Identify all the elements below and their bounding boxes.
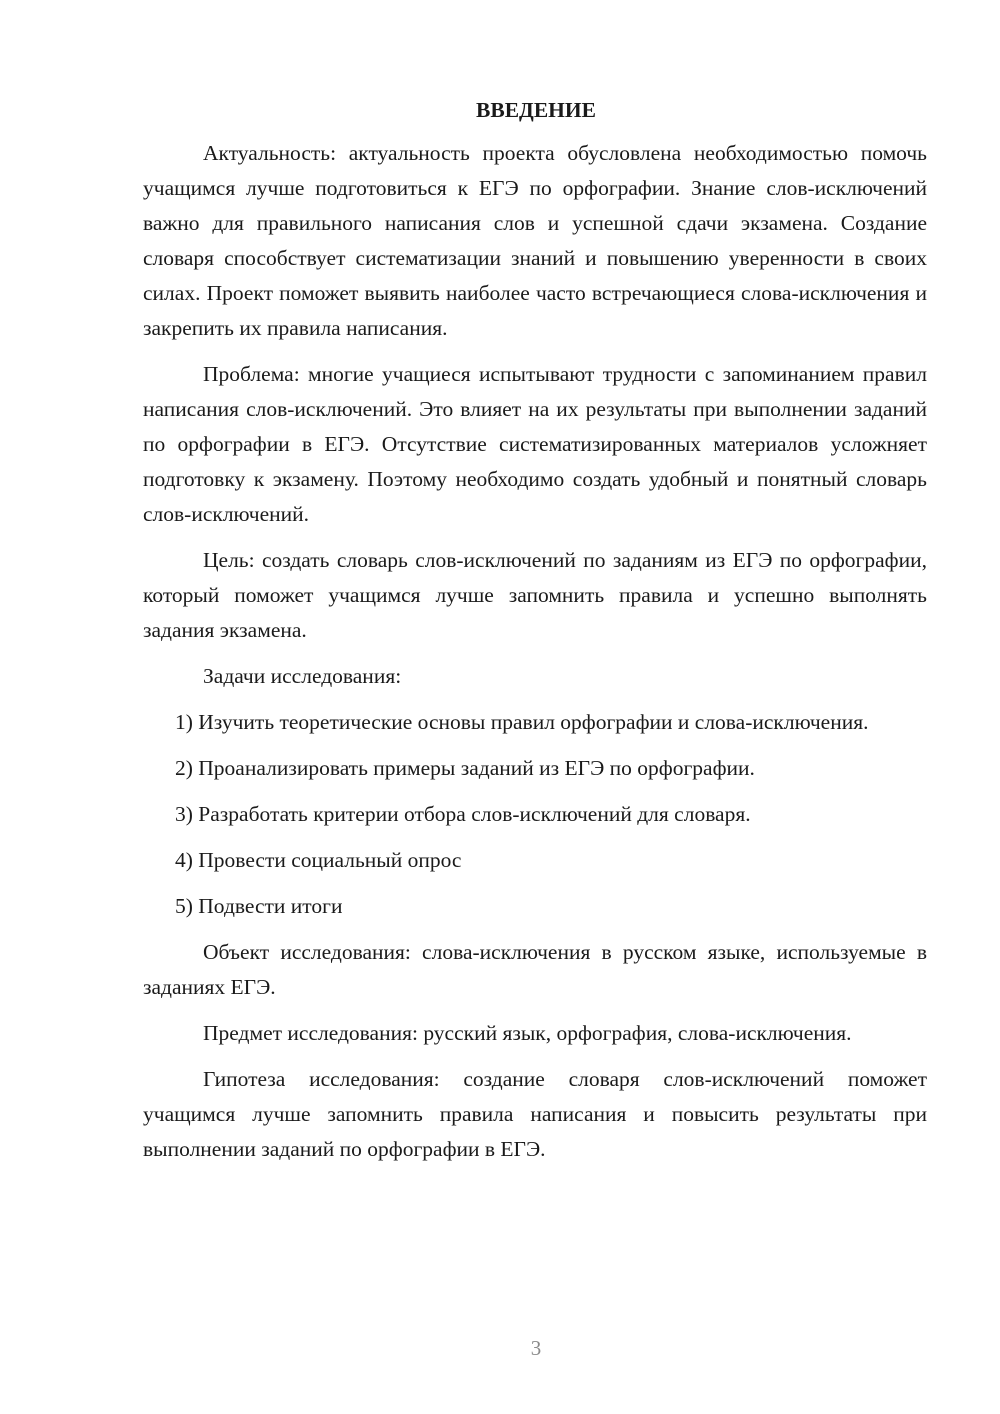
task-item-3: 3) Разработать критерии отбора слов-исключений для словаря. xyxy=(175,802,751,826)
tasks-heading: Задачи исследования: xyxy=(203,664,402,688)
tasks-list xyxy=(143,705,927,924)
page-number: 3 xyxy=(530,1336,542,1360)
hypothesis-paragraph: Гипотеза исследования: создание словаря слов-исключений поможет учащимся лучше запомнить правила написания и повысить результаты при выполнении заданий по орфографии в ЕГЭ. xyxy=(143,1067,927,1161)
task-item-5: 5) Подвести итоги xyxy=(175,894,343,918)
task-item-2: 2) Проанализировать примеры заданий из ЕГЭ по орфографии. xyxy=(175,756,755,780)
goal-paragraph: Цель: создать словарь слов-исключений по заданиям из ЕГЭ по орфографии, который поможет учащимся лучше запомнить правила и успешно выполнять задания экзамена. xyxy=(143,548,927,642)
document-body xyxy=(143,93,927,1178)
problem-paragraph: Проблема: многие учащиеся испытывают трудности с запоминанием правил написания слов-исключений. Это влияет на их результаты при выполнении заданий по орфографии в ЕГЭ. Отсутствие систематизированных материалов усложняет подготовку к экзамену. Поэтому необходимо создать удобный и понятный словарь слов-исключений. xyxy=(143,362,927,526)
relevance-paragraph: Актуальность: актуальность проекта обусловлена необходимостью помочь учащимся лучше подготовиться к ЕГЭ по орфографии. Знание слов-исключений важно для правильного написания слов и успешной сдачи экзамена. Создание словаря способствует систематизации знаний и повышению уверенности в своих силах. Проект поможет выявить наиболее часто встречающиеся слова-исключения и закрепить их правила написания. xyxy=(143,141,927,340)
task-item-4: 4) Провести социальный опрос xyxy=(175,848,462,872)
section-title: ВВЕДЕНИЕ xyxy=(476,98,596,122)
subject-paragraph: Предмет исследования: русский язык, орфография, слова-исключения. xyxy=(203,1021,852,1045)
task-item-1: 1) Изучить теоретические основы правил орфографии и слова-исключения. xyxy=(175,710,869,734)
object-paragraph: Объект исследования: слова-исключения в русском языке, используемые в заданиях ЕГЭ. xyxy=(143,940,927,999)
